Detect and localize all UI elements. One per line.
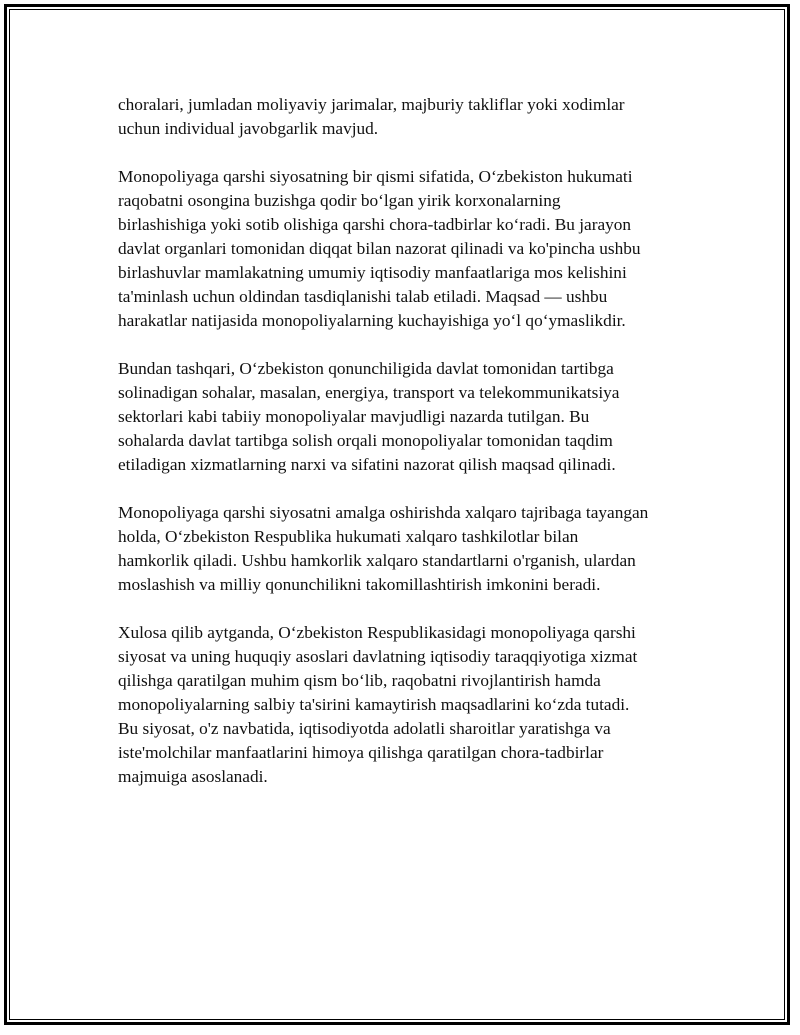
paragraph-international-cooperation: Monopoliyaga qarshi siyosatni amalga oshirishda xalqaro tajribaga tayangan holda, O‘zbekiston Respublika hukumati xalqaro tashkilotlar bilan hamkorlik qiladi. Ushbu hamkorlik xalqaro standartlarni o'rganish, ulardan moslashish va milliy qonunchilikni takomillashtirish imkonini beradi.	[118, 503, 649, 594]
paragraph-mergers-control: Monopoliyaga qarshi siyosatning bir qismi sifatida, O‘zbekiston hukumati raqobatni osongina buzishga qodir bo‘lgan yirik korxonalarning birlashishiga yoki sotib olishiga qarshi chora-tadbirlar ko‘radi. Bu jarayon davlat organlari tomonidan diqqat bilan nazorat qilinadi va ko'pincha ushbu birlashuvlar mamlakatning umumiy iqtisodiy manfaatlariga mos kelishini ta'minlash uchun oldindan tasdiqlanishi talab etiladi. Maqsad — ushbu harakatlar natijasida monopoliyalarning kuchayishiga yo‘l qo‘ymaslikdir.	[118, 167, 641, 330]
paragraph-natural-monopolies: Bundan tashqari, O‘zbekiston qonunchiligida davlat tomonidan tartibga solinadigan sohalar, masalan, energiya, transport va telekommunikatsiya sektorlari kabi tabiiy monopoliyalar mavjudligi nazarda tutilgan. Bu sohalarda davlat tartibga solish orqali monopoliyalar tomonidan taqdim etiladigan xizmatlarning narxi va sifatini nazorat qilish maqsad qilinadi.	[118, 359, 620, 474]
document-body	[118, 93, 698, 813]
paragraph-penalties-continuation: choralari, jumladan moliyaviy jarimalar, majburiy takliflar yoki xodimlar uchun individual javobgarlik mavjud.	[118, 95, 625, 138]
paragraph-conclusion: Xulosa qilib aytganda, O‘zbekiston Respublikasidagi monopoliyaga qarshi siyosat va uning huquqiy asoslari davlatning iqtisodiy taraqqiyotiga xizmat qilishga qaratilgan muhim qism bo‘lib, raqobatni rivojlantirish hamda monopoliyalarning salbiy ta'sirini kamaytirish maqsadlarini ko‘zda tutadi. Bu siyosat, o'z navbatida, iqtisodiyotda adolatli sharoitlar yaratishga va iste'molchilar manfaatlarini himoya qilishga qaratilgan chora-tadbirlar majmuiga asoslanadi.	[118, 623, 638, 786]
